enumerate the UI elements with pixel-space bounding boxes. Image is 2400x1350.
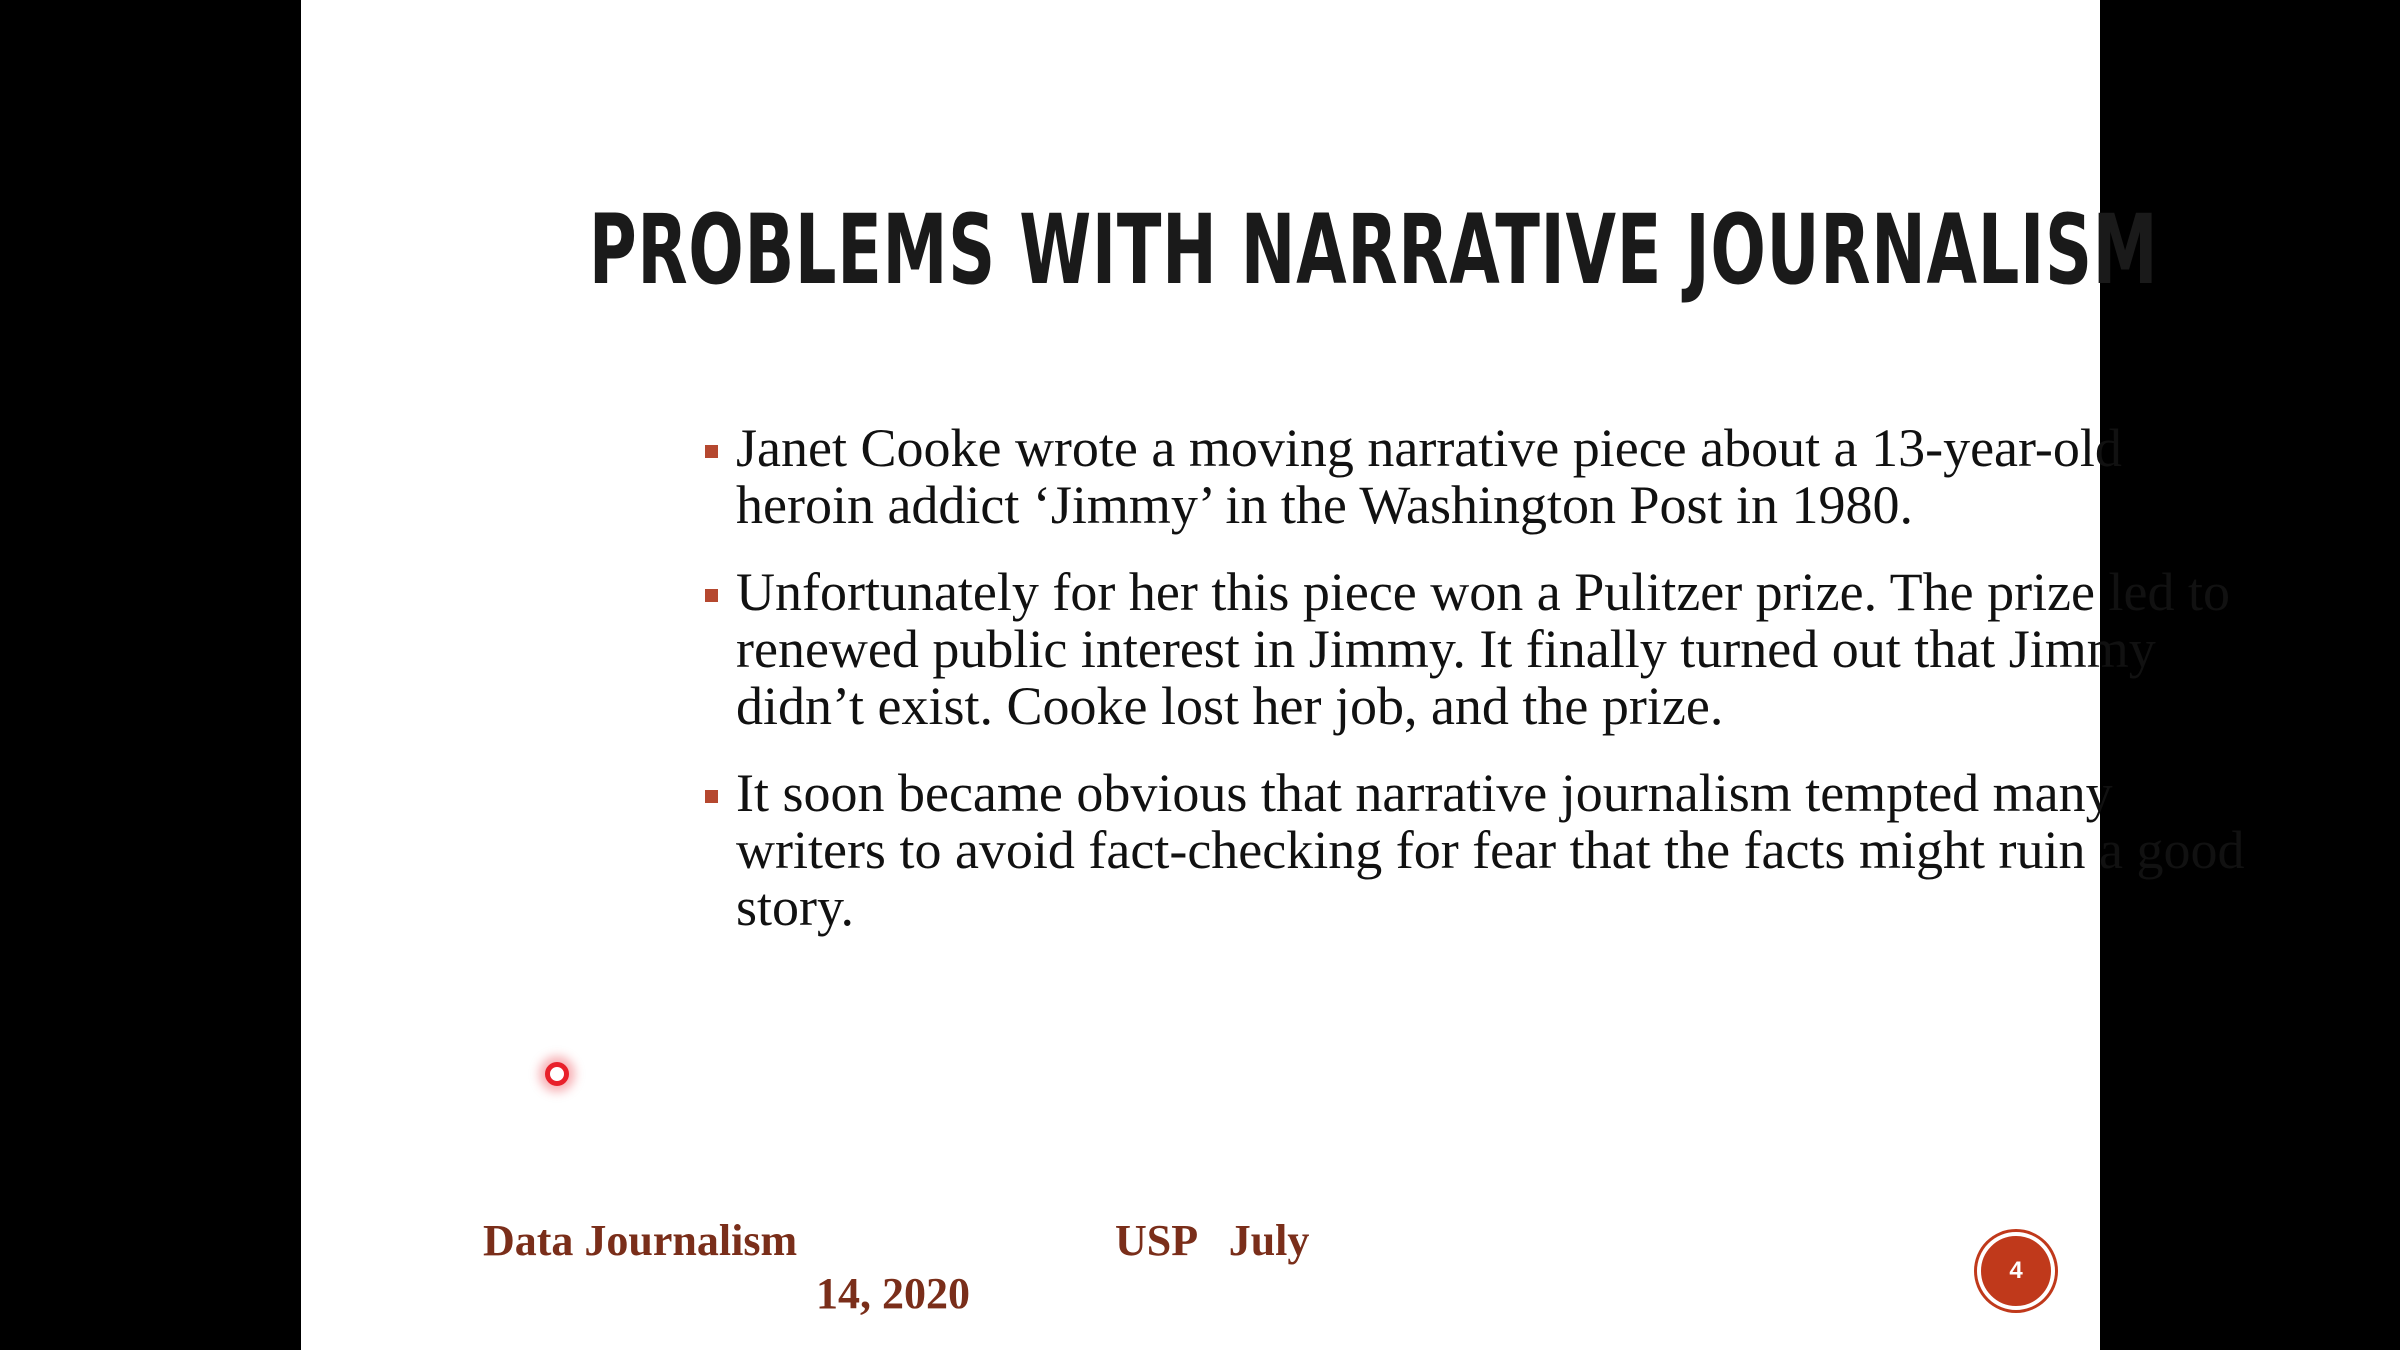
slide xyxy=(301,0,2245,1350)
bullet-item xyxy=(701,420,2261,534)
footer-course: Data Journalism xyxy=(483,1216,798,1265)
square-bullet-icon xyxy=(705,589,718,602)
bullet-text: Unfortunately for her this piece won a Pulitzer prize. The prize led to renewed public interest in Jimmy. It finally turned out that Jimmy didn’t exist. Cooke lost her job, and the prize. xyxy=(736,562,2230,736)
footer-institution-month: USP July xyxy=(1115,1216,1310,1265)
bullet-item xyxy=(701,765,2261,936)
slide-title: PROBLEMS WITH NARRATIVE JOURNALISM xyxy=(588,194,2159,306)
laser-pointer-icon xyxy=(545,1062,569,1086)
bullet-text: It soon became obvious that narrative journalism tempted many writers to avoid fact-checking for fear that the facts might ruin a good story. xyxy=(736,763,2245,937)
slide-number-badge xyxy=(1977,1232,2055,1310)
bullet-list xyxy=(701,420,2261,966)
square-bullet-icon xyxy=(705,790,718,803)
bullet-text: Janet Cooke wrote a moving narrative piece about a 13-year-old heroin addict ‘Jimmy’ in the Washington Post in 1980. xyxy=(736,418,2122,535)
bullet-item xyxy=(701,564,2261,735)
square-bullet-icon xyxy=(705,445,718,458)
footer-date: 14, 2020 xyxy=(816,1269,970,1318)
slide-number: 4 xyxy=(2009,1257,2023,1284)
